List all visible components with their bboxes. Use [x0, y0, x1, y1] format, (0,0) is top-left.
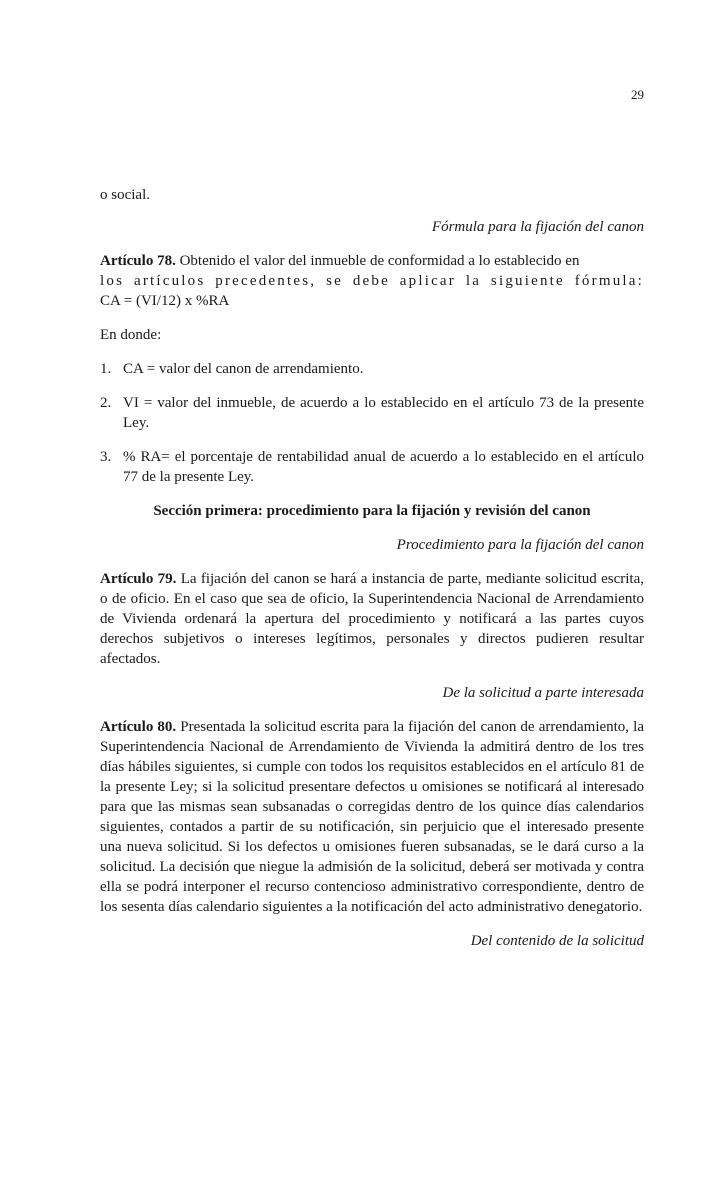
article-78-formula: CA = (VI/12) x %RA [100, 293, 230, 309]
list-item-text: VI = valor del inmueble, de acuerdo a lo establecido en el artículo 73 de la presente Ley. [123, 395, 644, 431]
article-79 [100, 569, 644, 669]
article-78-line1 [100, 251, 644, 271]
list-item-number: 3. [100, 449, 112, 465]
article-79-label: Artículo 79. [100, 571, 177, 587]
article-80 [100, 717, 644, 917]
heading-formula: Fórmula para la fijación del canon [431, 219, 644, 235]
list-item [100, 359, 644, 379]
article-78-line2: los artículos precedentes, se debe aplicar la siguiente fórmula: [100, 273, 644, 289]
article-79-text: La fijación del canon se hará a instancia de parte, mediante solicitud escrita, o de oficio. En el caso que sea de oficio, la Superintendencia Nacional de Arrendamiento de Vivienda ordenará la apertura del procedimiento y notificará a las partes cuyos derechos subjetivos o intereses legítimos, personales y directos pudieren resultar afectados. [100, 571, 644, 667]
continued-fragment: o social. [100, 187, 150, 203]
definitions-list [100, 359, 644, 487]
page-content [100, 185, 644, 965]
list-item-number: 1. [100, 361, 112, 377]
heading-content: Del contenido de la solicitud [470, 933, 644, 949]
list-item [100, 447, 644, 487]
article-80-label: Artículo 80. [100, 719, 177, 735]
list-item-text: CA = valor del canon de arrendamiento. [123, 361, 364, 377]
list-item-text: % RA= el porcentaje de rentabilidad anual de acuerdo a lo establecido en el artículo 77 de la presente Ley. [123, 449, 644, 485]
list-item-number: 2. [100, 395, 112, 411]
heading-procedure: Procedimiento para la fijación del canon [396, 537, 644, 553]
list-item [100, 393, 644, 433]
article-78 [100, 251, 644, 311]
page-number: 29 [631, 87, 644, 102]
section-heading: Sección primera: procedimiento para la fijación y revisión del canon [153, 503, 591, 519]
article-78-label: Artículo 78. [100, 253, 176, 269]
en-donde: En donde: [100, 327, 162, 343]
article-80-text: Presentada la solicitud escrita para la fijación del canon de arrendamiento, la Superintendencia Nacional de Arrendamiento de Vivienda la admitirá dentro de los tres días hábiles siguientes, si cumple con todos los requisitos establecidos en el artículo 81 de la presente Ley; si la solicitud presentare defectos u omisiones se notificará al interesado para que las mismas sean subsanadas o corregidas dentro de los quince días calendarios siguientes, contados a partir de su notificación, sin perjuicio que el interesado presente una nueva solicitud. Si los defectos u omisiones fueren subsanadas, se le dará curso a la solicitud. La decisión que niegue la admisión de la solicitud, deberá ser motivada y contra ella se podrá interponer el recurso contencioso administrativo correspondiente, dentro de los sesenta días calendario siguientes a la notificación del acto administrativo denegatorio. [100, 719, 644, 915]
article-78-text-line1: Obtenido el valor del inmueble de conformidad a lo establecido en [175, 253, 580, 269]
heading-request: De la solicitud a parte interesada [442, 685, 644, 701]
